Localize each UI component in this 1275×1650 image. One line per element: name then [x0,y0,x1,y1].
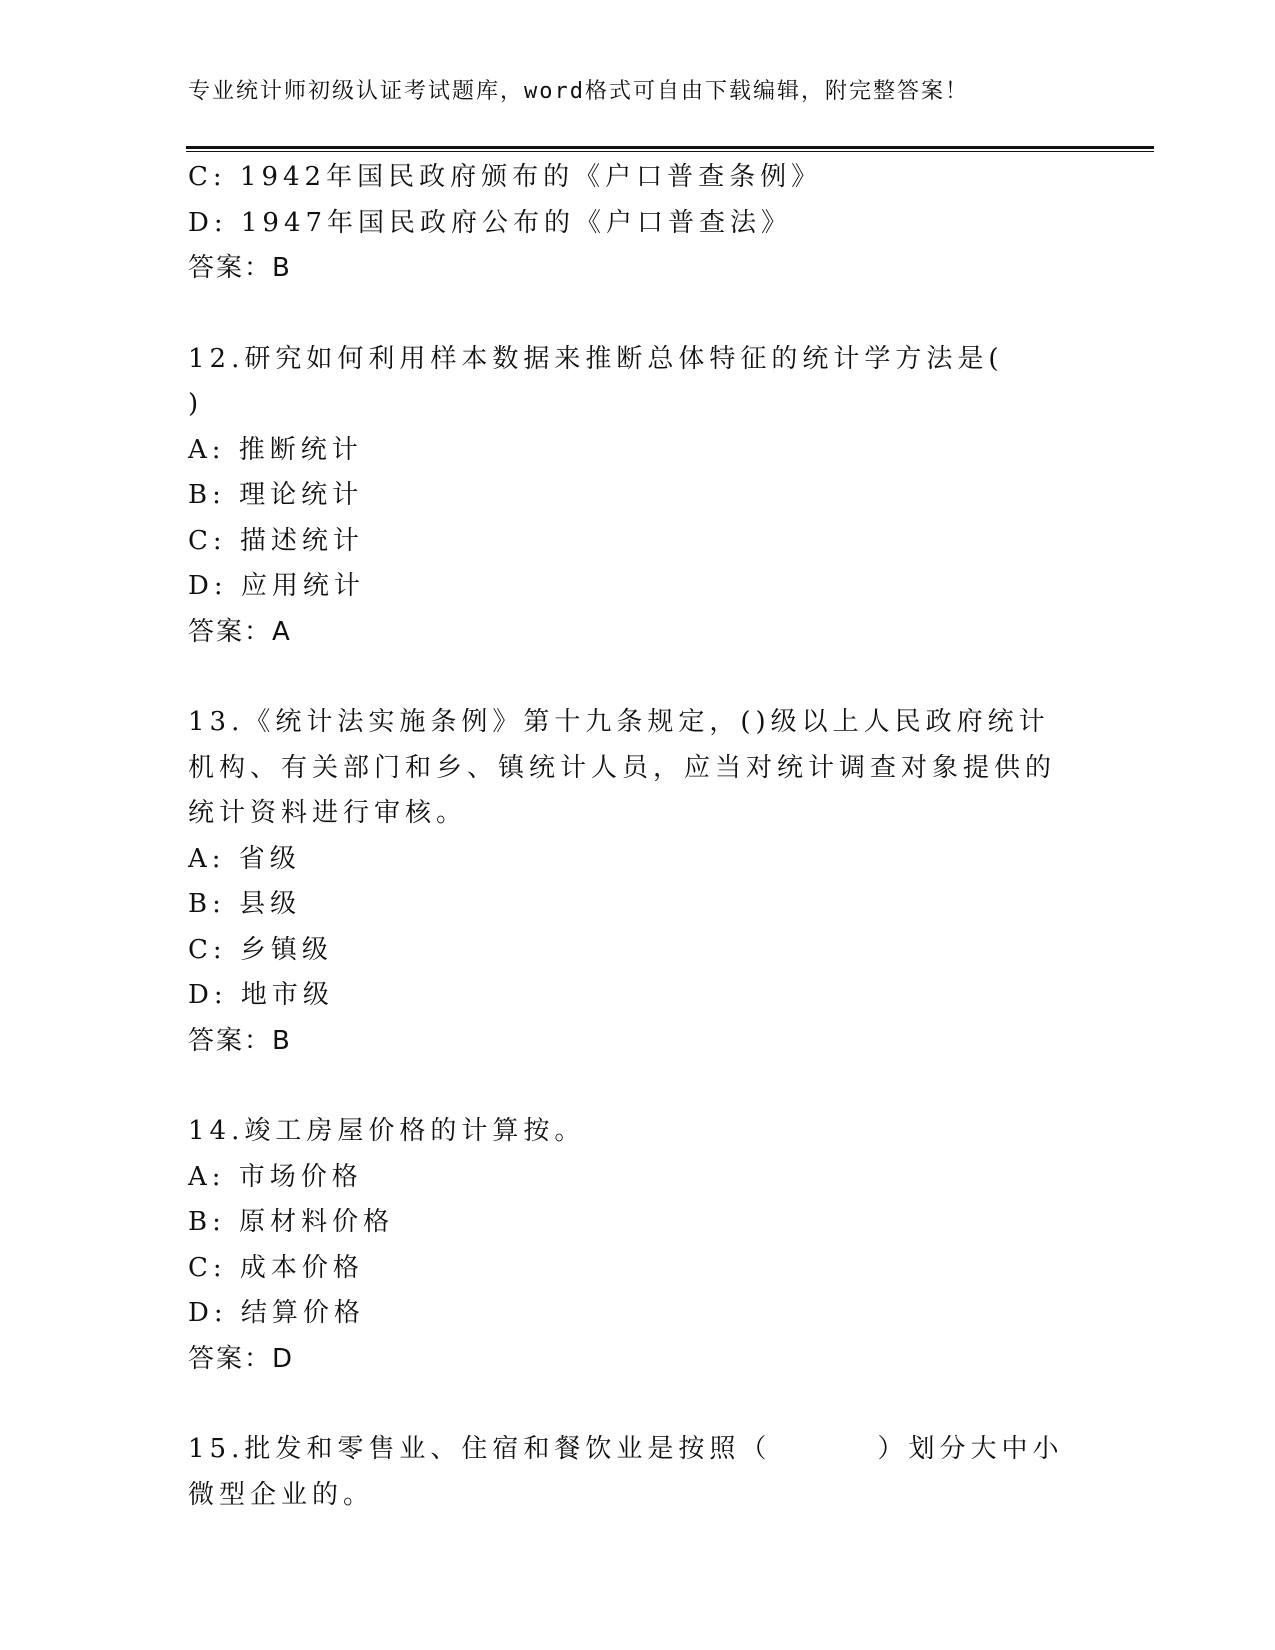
answer-line: 答案：B [188,253,292,283]
question-block [188,337,1088,656]
option-line: D: 应用统计 [188,571,365,601]
option-line: C: 成本价格 [188,1252,364,1283]
answer-line: 答案：B [188,1025,292,1056]
question-block [188,155,1088,292]
option-line: A: 市场价格 [188,1161,363,1192]
option-line: A: 推断统计 [188,434,363,465]
page-header: 专业统计师初级认证考试题库，word格式可自由下载编辑，附完整答案！ [188,79,969,104]
option-line: D: 结算价格 [188,1298,365,1328]
question-stem: 15.批发和零售业、住宿和餐饮业是按照（ ）划分大中小微型企业的。 [188,1434,1064,1510]
option-line: C: 1942年国民政府颁布的《户口普查条例》 [188,162,823,192]
question-stem: 12.研究如何利用样本数据来推断总体特征的统计学方法是( ) [188,343,1084,419]
answer-line: 答案：A [188,616,292,647]
option-line: C: 乡镇级 [188,934,333,965]
question-stem: 13.《统计法实施条例》第十九条规定，()级以上人民政府统计机构、有关部门和乡、镇统计人员，应当对统计调查对象提供的统计资料进行审核。 [188,707,1057,828]
option-line: B: 理论统计 [188,480,364,510]
answer-line: 答案：D [188,1343,295,1374]
option-line: D: 地市级 [188,980,334,1010]
question-block [188,1109,1088,1382]
option-line: C: 描述统计 [188,525,364,556]
question-list [188,155,1088,1518]
question-block [188,700,1088,1064]
option-line: A: 省级 [188,843,301,874]
header-rule-thick [186,146,1154,149]
header-rule-thin [186,151,1154,152]
question-stem: 14.竣工房屋价格的计算按。 [188,1116,586,1146]
question-block [188,1427,1088,1518]
option-line: B: 原材料价格 [188,1207,395,1237]
option-line: D: 1947年国民政府公布的《户口普查法》 [188,207,793,238]
option-line: B: 县级 [188,889,302,919]
